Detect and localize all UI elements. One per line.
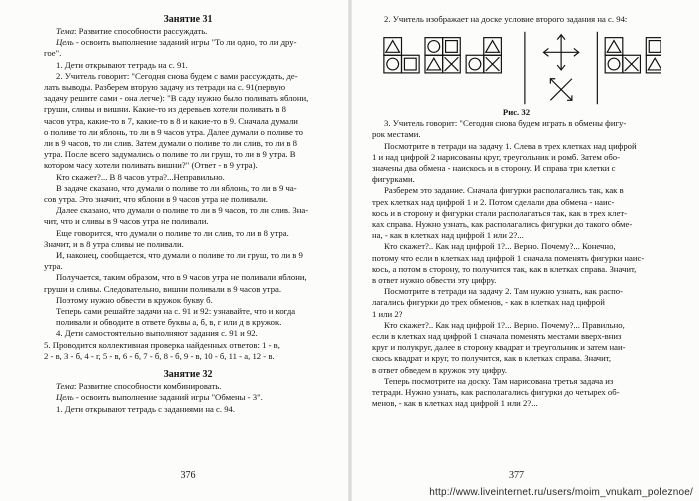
text-line: поливали и обводите в ответе буквы а, б, в, г или д в кружок. [56, 317, 282, 328]
text-line: задачу решите сами - она легче): "В саду нужно было поливать яблони, [44, 93, 309, 104]
lesson32-lines-line [44, 392, 332, 403]
right-body-text [372, 118, 661, 409]
lesson-32-header [44, 381, 332, 403]
text-line: Посмотрите в тетради на задачу 1. Слева в трех клетках над цифрой [384, 140, 637, 151]
text-line: значены два обмена - наискось и в сторону. И справа три клетки с [372, 163, 616, 174]
watermark-url: http://www.liveinternet.ru/users/moim_vnukam_poleznoe/ [429, 487, 693, 498]
left-last-line: 1. Дети открывают тетрадь с заданиями на с. 94. [56, 403, 236, 414]
header-text: - освоить выполнение заданий игры "То ли одно, то ли дру- [73, 37, 297, 48]
text-line: груши, сливы и вишни. Какие-то из деревьев хотели поливать в 8 [44, 104, 287, 115]
text-line: кось, а потом в сторону, то получится так, как в клетках справа. Значит, [372, 263, 637, 274]
text-line: Получается, таким образом, что в 9 часов утра не поливали яблони, [56, 272, 307, 283]
lesson-31-title: Занятие 31 [163, 14, 213, 25]
text-line: Кто скажет?... В 8 часов утра?...Неправильно. [56, 171, 225, 182]
lesson31-lines-line [44, 48, 332, 59]
figure-caption: Рис. 32 [502, 107, 531, 118]
text-line: 1. Дети открывают тетрадь на с. 91. [56, 59, 188, 70]
header-label: Цель [56, 392, 74, 403]
lesson-31-header [44, 26, 332, 60]
text-line: лать выводы. Разберем вторую задачу из тетради на с. 91(первую [44, 82, 286, 93]
text-line: ках справа. Нужно узнать, как располагались фигурки до такого обме- [372, 219, 633, 230]
lesson32-lines-line [44, 381, 332, 392]
text-line: Посмотрите в тетради на задачу 2. Там нужно узнать, как распо- [384, 286, 623, 297]
header-text: - освоить выполнение заданий игры "Обмены - 3". [73, 392, 263, 403]
text-line: В задаче сказано, что думали о поливе то ли яблонь, то ли в 9 ча- [56, 182, 297, 193]
header-label: Цель [56, 37, 74, 48]
page-number-right: 377 [509, 470, 524, 481]
lesson31-lines-line [44, 37, 332, 48]
swap-diagram [378, 29, 661, 107]
text-line: 3. Учитель говорит: "Сегодня снова будем играть в обмены фигу- [384, 118, 627, 129]
text-line: на, - как в клетках над цифрой 1 или 2?... [372, 230, 524, 241]
header-text: гое". [44, 48, 62, 59]
right-page [350, 0, 699, 501]
text-line: ли в 9 часов, то ли слив. Затем думали о поливе то ли слив, то ли в 8 [44, 138, 298, 149]
text-line: в ответ нужно обвести эту цифру. [372, 275, 497, 286]
text-line: котором часу хотели поливать вишни?" (Ответ - в 9 утра). [44, 160, 258, 171]
lesson31-lines-line [44, 26, 332, 37]
header-text: : Развитие способности комбинировать. [74, 381, 222, 392]
header-label: Тема [56, 26, 75, 36]
text-line: менов, - как в клетках над цифрой 1 или 2?... [372, 398, 538, 409]
text-line: утра. [44, 261, 63, 272]
text-line: скось квадрат и круг, то получится, как в клетках справа. Значит, [372, 353, 612, 364]
text-line: Поэтому нужно обвести в кружок букву б. [56, 294, 213, 305]
text-line: Еще говорится, что думали о поливе то ли слив, то ли в 8 утра. [56, 227, 289, 238]
text-line: Далее сказано, что думали о поливе то ли в 9 часов, то ли слив. Зна- [56, 205, 309, 216]
text-line: Разберем это задание. Сначала фигурки располагались так, как в [384, 185, 624, 196]
left-body-text [44, 60, 332, 362]
right-intro: 2. Учитель изображает на доске условие второго задания на с. 94: [384, 14, 628, 24]
text-line: Кто скажет?.. Как над цифрой 1?... Верно. Почему?... Правильно, [384, 319, 625, 330]
text-line: Кто скажет?.. Как над цифрой 1?... Верно. Почему?... Конечно, [384, 241, 616, 252]
text-line: если в клетках над цифрой 1 сначала поменять местами вверх-вниз [372, 331, 622, 342]
text-line: груши и сливы. Следовательно, вишни поливали в 9 часов утра. [44, 283, 282, 294]
text-line: И, наконец, сообщается, что думали о поливе то ли груш, то ли в 9 [56, 250, 303, 261]
text-line: рок местами. [372, 129, 421, 140]
page-number-left: 376 [180, 470, 196, 481]
text-line: трех клетках над цифрой 1 и 2. Потом сделали два обмена - наис- [372, 196, 615, 207]
header-label: Тема [56, 381, 75, 392]
text-line: 1 или 2? [372, 308, 403, 319]
text-line: потому что если в клетках над цифрой 1 сначала поменять фигурки наис- [372, 252, 645, 263]
figure-32 [378, 29, 661, 107]
text-line: чит, что и сливы в 9 часов утра не поливали. [44, 216, 209, 227]
text-line: кось и в сторону и фигурки стали располагаться так, как в трех клет- [372, 207, 628, 218]
header-text: : Развитие способности рассуждать. [74, 26, 208, 36]
text-line: фигурками. [372, 174, 415, 185]
lesson-32-title: Занятие 32 [163, 369, 213, 381]
text-line: лагались фигурки до трех обменов, - как в клетках над цифрой [372, 297, 605, 308]
text-line: 4. Дети самостоятельно выполняют задания с. 91 и 92. [56, 328, 258, 339]
text-line: Теперь посмотрите на доску. Там нарисована третья задача из [384, 375, 614, 386]
text-line: Значит, и в 8 утра сливы не поливали. [44, 238, 184, 249]
text-line: в ответ обведем в кружок эту цифру. [372, 364, 507, 375]
text-line: утра. После всего задумались о поливе то ли груш, то ли в 9 утра. В [44, 149, 296, 160]
text-line: тетради. Нужно узнать, как располагались фигурки до четырех об- [372, 387, 620, 398]
text-line: 2. Учитель говорит: "Сегодня снова будем с вами рассуждать, де- [56, 70, 298, 81]
text-line: 1 и над цифрой 2 нарисованы круг, треугольник и ромб. Затем обо- [372, 151, 621, 162]
text-line: часов утра, какие-то в 7, какие-то в 8 и какие-то в 9. Сначала думали [44, 115, 298, 126]
text-line: о поливе то ли яблонь, то ли в 9 часов утра. Далее думали о поливе то [44, 126, 304, 137]
text-line: сов утра. Это значит, что яблони в 9 часов утра не поливали. [44, 194, 268, 205]
text-line: Теперь сами решайте задачи на с. 91 и 92: узнавайте, что и когда [56, 306, 296, 317]
text-line: 5. Проводится коллективная проверка найденных ответов: 1 - в, [44, 339, 280, 350]
text-line: 2 - в, 3 - б, 4 - г, 5 - в, 6 - б, 7 - б, 8 - б, 9 - в, 10 - б, 11 - а, 12 - в. [44, 350, 275, 361]
text-line: круг и полукруг, далее в сторону квадрат и треугольник и затем наи- [372, 342, 626, 353]
